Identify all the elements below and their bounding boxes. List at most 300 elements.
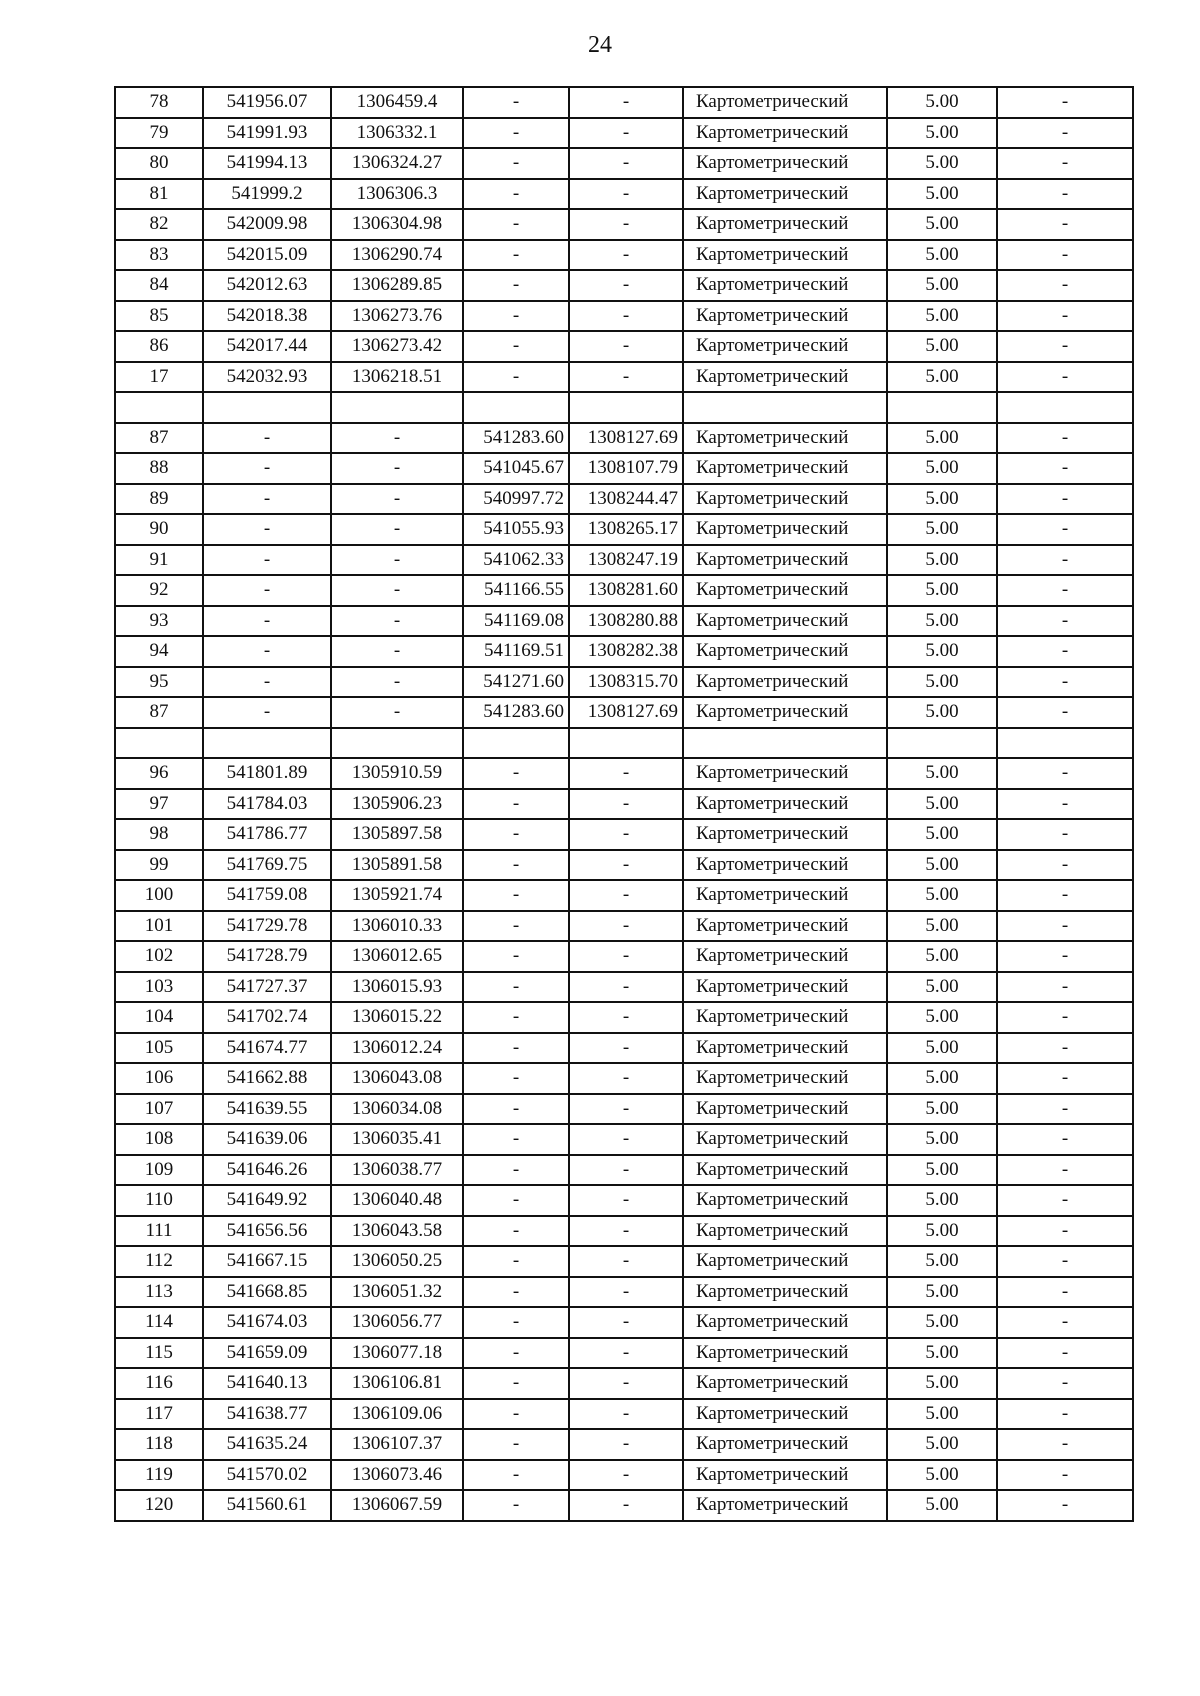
- cell-y-old: 1306273.76: [331, 301, 463, 332]
- cell-point-number: [115, 392, 203, 423]
- cell-x-old: 541801.89: [203, 758, 331, 789]
- cell-point-number: 113: [115, 1277, 203, 1308]
- cell-x-new: -: [463, 850, 569, 881]
- cell-y-new: 1308127.69: [569, 697, 683, 728]
- cell-method: Картометрический: [683, 1277, 887, 1308]
- cell-y-old: 1306043.08: [331, 1063, 463, 1094]
- cell-y-new: -: [569, 1490, 683, 1521]
- cell-accuracy: 5.00: [887, 87, 997, 118]
- cell-x-old: 541674.03: [203, 1307, 331, 1338]
- cell-y-new: 1308315.70: [569, 667, 683, 698]
- cell-accuracy: 5.00: [887, 1094, 997, 1125]
- cell-y-new: 1308107.79: [569, 453, 683, 484]
- cell-y-new: -: [569, 1124, 683, 1155]
- cell-x-new: -: [463, 972, 569, 1003]
- cell-y-new: 1308265.17: [569, 514, 683, 545]
- cell-x-old: 541656.56: [203, 1216, 331, 1247]
- cell-description: -: [997, 1216, 1133, 1247]
- cell-x-new: -: [463, 1277, 569, 1308]
- cell-point-number: 118: [115, 1429, 203, 1460]
- cell-method: Картометрический: [683, 331, 887, 362]
- cell-method: Картометрический: [683, 87, 887, 118]
- cell-description: -: [997, 941, 1133, 972]
- table-row: [115, 667, 1133, 698]
- cell-point-number: 96: [115, 758, 203, 789]
- cell-y-new: -: [569, 880, 683, 911]
- cell-description: -: [997, 972, 1133, 1003]
- cell-y-old: 1306218.51: [331, 362, 463, 393]
- cell-description: -: [997, 697, 1133, 728]
- cell-x-new: -: [463, 1124, 569, 1155]
- cell-y-new: 1308247.19: [569, 545, 683, 576]
- cell-description: -: [997, 545, 1133, 576]
- cell-x-new: -: [463, 1002, 569, 1033]
- cell-y-old: 1306304.98: [331, 209, 463, 240]
- cell-x-old: 541999.2: [203, 179, 331, 210]
- cell-method: Картометрический: [683, 1185, 887, 1216]
- cell-accuracy: 5.00: [887, 362, 997, 393]
- cell-y-new: -: [569, 789, 683, 820]
- cell-description: -: [997, 1368, 1133, 1399]
- cell-x-new: 541283.60: [463, 423, 569, 454]
- cell-accuracy: 5.00: [887, 240, 997, 271]
- cell-y-old: 1306073.46: [331, 1460, 463, 1491]
- cell-point-number: 115: [115, 1338, 203, 1369]
- cell-x-old: 541994.13: [203, 148, 331, 179]
- cell-accuracy: 5.00: [887, 1155, 997, 1186]
- table-row: [115, 697, 1133, 728]
- cell-y-new: -: [569, 1185, 683, 1216]
- cell-y-new: -: [569, 819, 683, 850]
- cell-description: -: [997, 87, 1133, 118]
- cell-x-old: -: [203, 697, 331, 728]
- table-row: [115, 545, 1133, 576]
- cell-x-old: 541674.77: [203, 1033, 331, 1064]
- cell-accuracy: 5.00: [887, 1185, 997, 1216]
- cell-y-old: 1306289.85: [331, 270, 463, 301]
- page-number: 24: [588, 32, 612, 58]
- cell-x-new: -: [463, 911, 569, 942]
- cell-description: -: [997, 1002, 1133, 1033]
- cell-y-old: -: [331, 484, 463, 515]
- cell-y-old: -: [331, 423, 463, 454]
- cell-method: Картометрический: [683, 819, 887, 850]
- cell-y-new: -: [569, 179, 683, 210]
- cell-method: Картометрический: [683, 484, 887, 515]
- cell-accuracy: 5.00: [887, 911, 997, 942]
- cell-description: -: [997, 514, 1133, 545]
- cell-x-old: 541639.55: [203, 1094, 331, 1125]
- cell-method: Картометрический: [683, 1460, 887, 1491]
- cell-y-new: -: [569, 240, 683, 271]
- table-row: [115, 819, 1133, 850]
- cell-x-old: 541659.09: [203, 1338, 331, 1369]
- cell-y-old: [331, 728, 463, 759]
- cell-x-new: -: [463, 1307, 569, 1338]
- table-row: [115, 1368, 1133, 1399]
- cell-method: Картометрический: [683, 1429, 887, 1460]
- cell-x-old: 541727.37: [203, 972, 331, 1003]
- cell-y-old: 1306015.93: [331, 972, 463, 1003]
- cell-accuracy: 5.00: [887, 270, 997, 301]
- cell-x-new: -: [463, 362, 569, 393]
- cell-accuracy: 5.00: [887, 1490, 997, 1521]
- cell-x-old: -: [203, 575, 331, 606]
- table-row: [115, 575, 1133, 606]
- cell-description: -: [997, 1185, 1133, 1216]
- cell-x-old: -: [203, 667, 331, 698]
- cell-method: Картометрический: [683, 1368, 887, 1399]
- cell-x-new: 541169.08: [463, 606, 569, 637]
- table-row: [115, 1277, 1133, 1308]
- cell-point-number: 112: [115, 1246, 203, 1277]
- cell-description: -: [997, 423, 1133, 454]
- table-row: [115, 1490, 1133, 1521]
- cell-accuracy: 5.00: [887, 575, 997, 606]
- table-body: [115, 87, 1133, 1521]
- cell-description: -: [997, 1338, 1133, 1369]
- cell-accuracy: 5.00: [887, 1124, 997, 1155]
- cell-description: -: [997, 301, 1133, 332]
- cell-point-number: 106: [115, 1063, 203, 1094]
- cell-y-new: [569, 728, 683, 759]
- cell-description: -: [997, 240, 1133, 271]
- cell-accuracy: 5.00: [887, 1460, 997, 1491]
- cell-point-number: 93: [115, 606, 203, 637]
- cell-method: Картометрический: [683, 880, 887, 911]
- cell-x-new: -: [463, 1033, 569, 1064]
- cell-method: Картометрический: [683, 1063, 887, 1094]
- cell-y-old: 1306015.22: [331, 1002, 463, 1033]
- cell-x-old: 541570.02: [203, 1460, 331, 1491]
- table-row: [115, 1307, 1133, 1338]
- cell-accuracy: 5.00: [887, 331, 997, 362]
- cell-y-new: 1308244.47: [569, 484, 683, 515]
- cell-description: -: [997, 1033, 1133, 1064]
- cell-y-new: -: [569, 1063, 683, 1094]
- cell-x-old: 541956.07: [203, 87, 331, 118]
- cell-point-number: 83: [115, 240, 203, 271]
- cell-y-old: -: [331, 575, 463, 606]
- cell-y-old: 1306040.48: [331, 1185, 463, 1216]
- cell-y-new: -: [569, 941, 683, 972]
- cell-point-number: 116: [115, 1368, 203, 1399]
- cell-y-old: 1306290.74: [331, 240, 463, 271]
- cell-y-old: 1306273.42: [331, 331, 463, 362]
- cell-y-new: -: [569, 1338, 683, 1369]
- cell-x-old: 542018.38: [203, 301, 331, 332]
- cell-y-old: 1306459.4: [331, 87, 463, 118]
- cell-x-new: -: [463, 1460, 569, 1491]
- table-row: [115, 1399, 1133, 1430]
- cell-accuracy: 5.00: [887, 941, 997, 972]
- cell-method: Картометрический: [683, 179, 887, 210]
- cell-point-number: 84: [115, 270, 203, 301]
- cell-x-old: [203, 728, 331, 759]
- cell-y-old: 1306010.33: [331, 911, 463, 942]
- cell-x-new: -: [463, 1490, 569, 1521]
- cell-y-new: -: [569, 87, 683, 118]
- cell-description: -: [997, 880, 1133, 911]
- cell-method: Картометрический: [683, 850, 887, 881]
- cell-x-old: 541729.78: [203, 911, 331, 942]
- cell-x-old: -: [203, 606, 331, 637]
- cell-y-old: 1306332.1: [331, 118, 463, 149]
- cell-y-new: -: [569, 1368, 683, 1399]
- table-row: [115, 880, 1133, 911]
- cell-description: -: [997, 1124, 1133, 1155]
- cell-x-new: -: [463, 209, 569, 240]
- cell-accuracy: 5.00: [887, 758, 997, 789]
- cell-x-new: -: [463, 1246, 569, 1277]
- cell-x-new: -: [463, 240, 569, 271]
- cell-y-new: -: [569, 1460, 683, 1491]
- cell-accuracy: 5.00: [887, 972, 997, 1003]
- cell-x-old: 542017.44: [203, 331, 331, 362]
- cell-point-number: 88: [115, 453, 203, 484]
- table-row: [115, 240, 1133, 271]
- table-row: [115, 1155, 1133, 1186]
- cell-description: -: [997, 758, 1133, 789]
- cell-point-number: 87: [115, 697, 203, 728]
- cell-point-number: 90: [115, 514, 203, 545]
- cell-y-old: 1305891.58: [331, 850, 463, 881]
- cell-point-number: 81: [115, 179, 203, 210]
- cell-x-new: -: [463, 789, 569, 820]
- cell-method: Картометрический: [683, 941, 887, 972]
- cell-x-new: 541055.93: [463, 514, 569, 545]
- cell-y-new: -: [569, 1246, 683, 1277]
- cell-accuracy: 5.00: [887, 453, 997, 484]
- cell-accuracy: 5.00: [887, 1063, 997, 1094]
- table-row: [115, 179, 1133, 210]
- cell-x-new: 540997.72: [463, 484, 569, 515]
- cell-accuracy: 5.00: [887, 545, 997, 576]
- cell-point-number: 89: [115, 484, 203, 515]
- cell-y-old: 1306306.3: [331, 179, 463, 210]
- table-row: [115, 1002, 1133, 1033]
- cell-x-new: -: [463, 1063, 569, 1094]
- table-row: [115, 972, 1133, 1003]
- cell-y-new: -: [569, 1155, 683, 1186]
- cell-accuracy: 5.00: [887, 1246, 997, 1277]
- cell-y-old: 1306012.24: [331, 1033, 463, 1064]
- cell-x-old: 541640.13: [203, 1368, 331, 1399]
- cell-point-number: 91: [115, 545, 203, 576]
- cell-accuracy: 5.00: [887, 1277, 997, 1308]
- cell-x-old: 541759.08: [203, 880, 331, 911]
- cell-point-number: 92: [115, 575, 203, 606]
- cell-y-new: -: [569, 1002, 683, 1033]
- cell-method: Картометрический: [683, 1246, 887, 1277]
- cell-y-old: -: [331, 667, 463, 698]
- cell-y-old: -: [331, 606, 463, 637]
- cell-point-number: 99: [115, 850, 203, 881]
- table-row: [115, 789, 1133, 820]
- cell-x-new: 541169.51: [463, 636, 569, 667]
- cell-description: -: [997, 270, 1133, 301]
- cell-description: [997, 728, 1133, 759]
- cell-x-old: 541702.74: [203, 1002, 331, 1033]
- cell-point-number: 87: [115, 423, 203, 454]
- table-row: [115, 1063, 1133, 1094]
- cell-description: -: [997, 484, 1133, 515]
- table-row: [115, 1033, 1133, 1064]
- cell-description: -: [997, 1460, 1133, 1491]
- cell-x-old: -: [203, 453, 331, 484]
- cell-description: -: [997, 453, 1133, 484]
- cell-point-number: 111: [115, 1216, 203, 1247]
- cell-accuracy: 5.00: [887, 850, 997, 881]
- cell-method: Картометрический: [683, 545, 887, 576]
- table-separator-row: [115, 392, 1133, 423]
- cell-accuracy: 5.00: [887, 667, 997, 698]
- cell-method: Картометрический: [683, 423, 887, 454]
- cell-y-new: -: [569, 1094, 683, 1125]
- cell-point-number: 108: [115, 1124, 203, 1155]
- cell-y-new: 1308280.88: [569, 606, 683, 637]
- cell-method: Картометрический: [683, 514, 887, 545]
- cell-y-old: 1306077.18: [331, 1338, 463, 1369]
- cell-accuracy: 5.00: [887, 148, 997, 179]
- cell-accuracy: 5.00: [887, 697, 997, 728]
- cell-method: Картометрический: [683, 1002, 887, 1033]
- cell-x-old: 541560.61: [203, 1490, 331, 1521]
- cell-method: Картометрический: [683, 209, 887, 240]
- cell-description: -: [997, 819, 1133, 850]
- cell-y-old: 1305897.58: [331, 819, 463, 850]
- cell-method: Картометрический: [683, 1490, 887, 1521]
- cell-method: Картометрический: [683, 789, 887, 820]
- coordinates-table: [114, 86, 1134, 1522]
- cell-description: -: [997, 850, 1133, 881]
- cell-x-new: -: [463, 1429, 569, 1460]
- cell-y-old: 1306012.65: [331, 941, 463, 972]
- cell-x-old: 541786.77: [203, 819, 331, 850]
- cell-y-old: -: [331, 453, 463, 484]
- cell-x-old: 541668.85: [203, 1277, 331, 1308]
- cell-point-number: 101: [115, 911, 203, 942]
- table-row: [115, 87, 1133, 118]
- table-row: [115, 941, 1133, 972]
- cell-y-new: -: [569, 1429, 683, 1460]
- cell-accuracy: 5.00: [887, 1307, 997, 1338]
- cell-method: Картометрический: [683, 1124, 887, 1155]
- cell-point-number: 85: [115, 301, 203, 332]
- cell-description: -: [997, 667, 1133, 698]
- cell-x-new: -: [463, 301, 569, 332]
- cell-x-old: 541639.06: [203, 1124, 331, 1155]
- cell-description: -: [997, 911, 1133, 942]
- cell-y-new: -: [569, 148, 683, 179]
- cell-x-old: 541646.26: [203, 1155, 331, 1186]
- cell-x-old: [203, 392, 331, 423]
- cell-point-number: 95: [115, 667, 203, 698]
- cell-y-old: -: [331, 514, 463, 545]
- cell-point-number: 114: [115, 1307, 203, 1338]
- table-row: [115, 1246, 1133, 1277]
- cell-description: -: [997, 1307, 1133, 1338]
- cell-method: Картометрический: [683, 362, 887, 393]
- cell-point-number: 103: [115, 972, 203, 1003]
- cell-accuracy: 5.00: [887, 1338, 997, 1369]
- cell-x-old: 541635.24: [203, 1429, 331, 1460]
- cell-method: Картометрический: [683, 1155, 887, 1186]
- cell-description: -: [997, 575, 1133, 606]
- cell-description: -: [997, 209, 1133, 240]
- cell-point-number: 94: [115, 636, 203, 667]
- cell-description: -: [997, 1490, 1133, 1521]
- cell-accuracy: [887, 392, 997, 423]
- cell-point-number: 86: [115, 331, 203, 362]
- cell-method: Картометрический: [683, 1307, 887, 1338]
- table-row: [115, 1094, 1133, 1125]
- cell-x-old: 541991.93: [203, 118, 331, 149]
- cell-accuracy: 5.00: [887, 1368, 997, 1399]
- table-row: [115, 453, 1133, 484]
- cell-accuracy: 5.00: [887, 1033, 997, 1064]
- cell-x-new: -: [463, 1399, 569, 1430]
- cell-point-number: 100: [115, 880, 203, 911]
- table-row: [115, 1185, 1133, 1216]
- cell-point-number: 82: [115, 209, 203, 240]
- cell-method: Картометрический: [683, 758, 887, 789]
- table-row: [115, 514, 1133, 545]
- cell-x-new: [463, 728, 569, 759]
- cell-x-new: -: [463, 941, 569, 972]
- cell-method: Картометрический: [683, 1338, 887, 1369]
- cell-point-number: 107: [115, 1094, 203, 1125]
- cell-point-number: 109: [115, 1155, 203, 1186]
- cell-point-number: 98: [115, 819, 203, 850]
- cell-x-new: 541283.60: [463, 697, 569, 728]
- cell-x-old: -: [203, 545, 331, 576]
- cell-x-new: -: [463, 1368, 569, 1399]
- cell-accuracy: 5.00: [887, 1429, 997, 1460]
- cell-method: Картометрический: [683, 270, 887, 301]
- table-row: [115, 118, 1133, 149]
- cell-x-new: -: [463, 880, 569, 911]
- cell-accuracy: 5.00: [887, 514, 997, 545]
- cell-x-old: 542015.09: [203, 240, 331, 271]
- cell-method: Картометрический: [683, 1094, 887, 1125]
- cell-y-new: -: [569, 911, 683, 942]
- cell-method: Картометрический: [683, 148, 887, 179]
- table-row: [115, 331, 1133, 362]
- cell-x-new: -: [463, 148, 569, 179]
- cell-method: Картометрический: [683, 1033, 887, 1064]
- cell-method: Картометрический: [683, 606, 887, 637]
- cell-y-old: -: [331, 697, 463, 728]
- cell-y-old: 1306038.77: [331, 1155, 463, 1186]
- cell-x-new: -: [463, 1155, 569, 1186]
- table-row: [115, 148, 1133, 179]
- cell-y-old: -: [331, 636, 463, 667]
- cell-description: -: [997, 1246, 1133, 1277]
- cell-x-new: -: [463, 270, 569, 301]
- cell-description: [997, 392, 1133, 423]
- table-row: [115, 270, 1133, 301]
- cell-method: Картометрический: [683, 453, 887, 484]
- cell-y-new: -: [569, 972, 683, 1003]
- cell-accuracy: 5.00: [887, 636, 997, 667]
- cell-x-new: -: [463, 179, 569, 210]
- cell-y-old: 1305921.74: [331, 880, 463, 911]
- cell-description: -: [997, 118, 1133, 149]
- cell-x-old: 541769.75: [203, 850, 331, 881]
- table-separator-row: [115, 728, 1133, 759]
- cell-y-new: 1308281.60: [569, 575, 683, 606]
